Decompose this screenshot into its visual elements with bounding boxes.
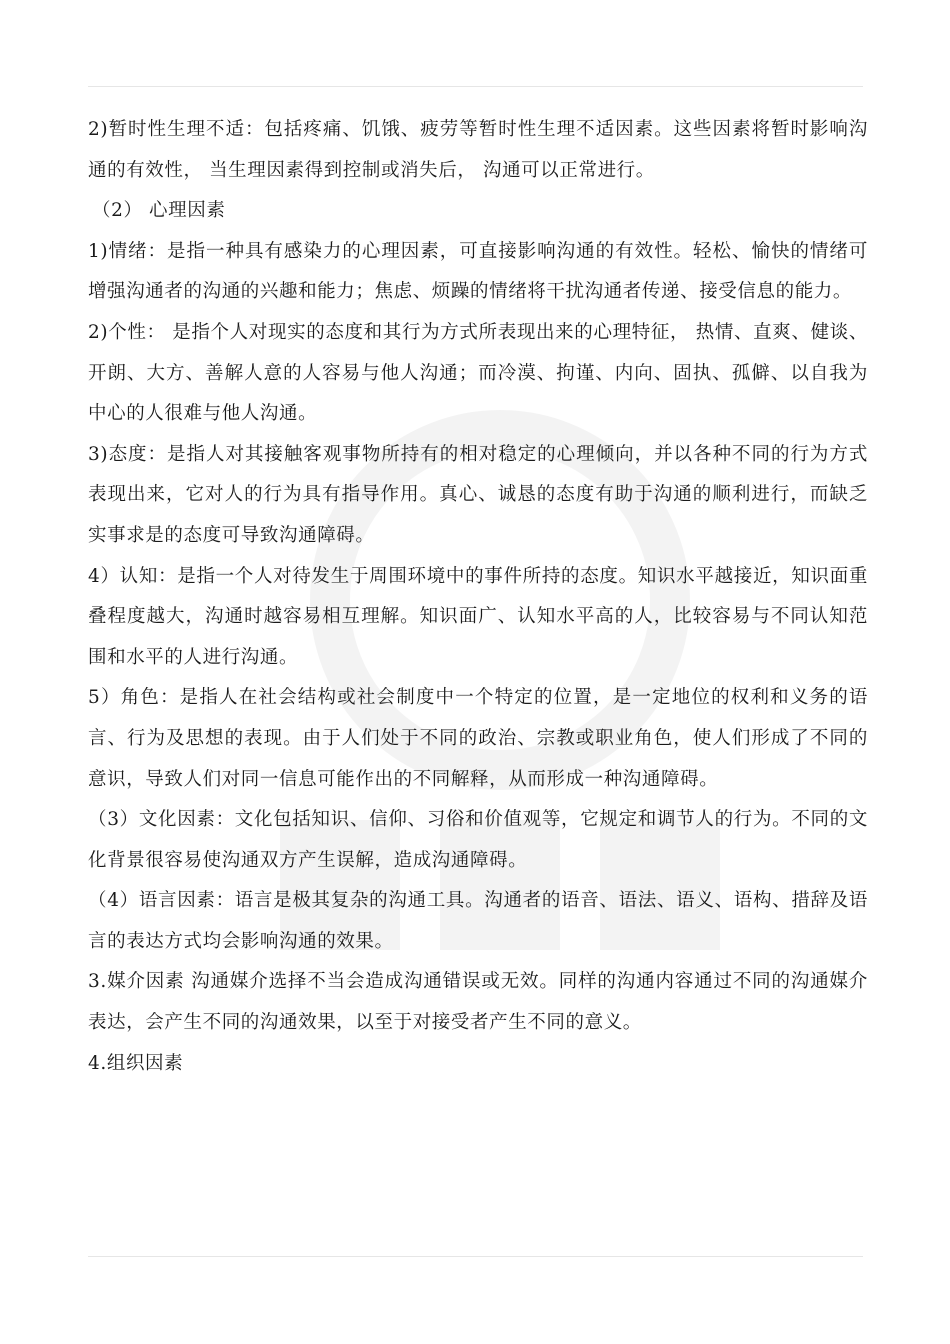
paragraph-attitude: 3)态度：是指人对其接触客观事物所持有的相对稳定的心理倾向，并以各种不同的行为方式表现出来，它对人的行为具有指导作用。真心、诚恳的态度有助于沟通的顺利进行，而缺乏实事求是的态度可导致沟通障碍。 [88,443,868,546]
paragraph-role: 5）角色：是指人在社会结构或社会制度中一个特定的位置，是一定地位的权利和义务的语言、行为及思想的表现。由于人们处于不同的政治、宗教或职业角色，使人们形成了不同的意识，导致人们对同一信息可能作出的不同解释，从而形成一种沟通障碍。 [88,687,868,790]
footer-divider [88,1256,863,1257]
paragraph-cognition: 4）认知：是指一个人对待发生于周围环境中的事件所持的态度。知识水平越接近，知识面重叠程度越大，沟通时越容易相互理解。知识面广、认知水平高的人，比较容易与不同认知范围和水平的人进行沟通。 [88,565,868,668]
document-body [88,110,868,1084]
paragraph-cultural-factors: （3）文化因素：文化包括知识、信仰、习俗和价值观等，它规定和调节人的行为。不同的文化背景很容易使沟通双方产生误解，造成沟通障碍。 [88,809,868,871]
header-divider [88,86,863,87]
paragraph-personality: 2)个性： 是指个人对现实的态度和其行为方式所表现出来的心理特征， 热情、直爽、健谈、开朗、大方、善解人意的人容易与他人沟通；而冷漠、拘谨、内向、固执、孤僻、以自我为中心的人很难与他人沟通。 [88,321,868,425]
paragraph-emotion: 1)情绪：是指一种具有感染力的心理因素，可直接影响沟通的有效性。轻松、愉快的情绪可增强沟通者的沟通的兴趣和能力；焦虑、烦躁的情绪将干扰沟通者传递、接受信息的能力。 [88,240,868,303]
paragraph-language-factors: （4）语言因素：语言是极其复杂的沟通工具。沟通者的语音、语法、语义、语构、措辞及语言的表达方式均会影响沟通的效果。 [88,890,868,952]
heading-organizational-factors: 4.组织因素 [88,1052,184,1074]
paragraph-media-factors: 3.媒介因素 沟通媒介选择不当会造成沟通错误或无效。同样的沟通内容通过不同的沟通媒介表达，会产生不同的沟通效果，以至于对接受者产生不同的意义。 [88,971,868,1034]
paragraph-temporary-discomfort: 2)暂时性生理不适：包括疼痛、饥饿、疲劳等暂时性生理不适因素。这些因素将暂时影响沟通的有效性， 当生理因素得到控制或消失后， 沟通可以正常进行。 [88,119,868,181]
heading-psychological-factors: （2） 心理因素 [92,200,226,222]
